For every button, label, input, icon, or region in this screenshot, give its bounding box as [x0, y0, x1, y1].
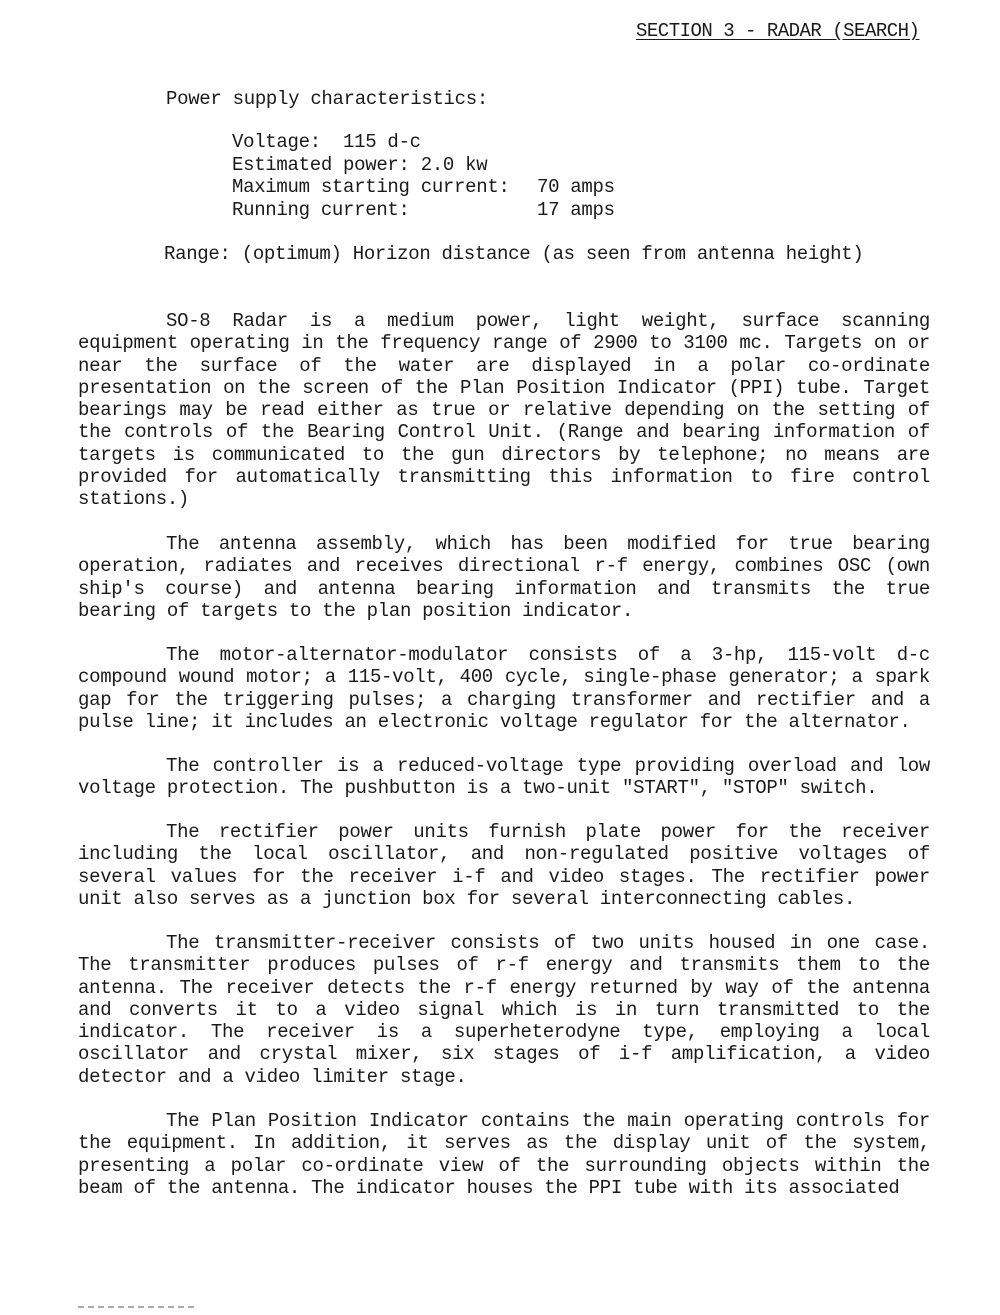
page-edge-mark: [78, 1306, 198, 1308]
running-current-label: Running current:: [232, 199, 410, 221]
paragraph-so8-radar: SO-8 Radar is a medium power, light weight, surface scanning equipment operating in the frequency range of 2900 to 3100 mc. Targets on or near the surface of the water are displayed in a polar co-ordinate presentation on the screen of the Plan Position Indicator (PPI) tube. Target bearings may be read either as true or relative depending on the setting of the controls of the Bearing Control Unit. (Range and bearing information of targets is communicated to the gun directors by telephone; no means are provided for automatically transmitting this information to fire control stations.): [78, 310, 930, 511]
paragraph-transmitter-receiver: The transmitter-receiver consists of two units housed in one case. The transmitter produces pulses of r-f energy and transmits them to the antenna. The receiver detects the r-f energy returned by way of the antenna and converts it to a video signal which is in turn transmitted to the indicator. The receiver is a superheterodyne type, employing a local oscillator and crystal mixer, six stages of i-f amplification, a video detector and a video limiter stage.: [78, 932, 930, 1088]
range-line: Range: (optimum) Horizon distance (as seen from antenna height): [164, 243, 864, 265]
paragraph-motor-alternator: The motor-alternator-modulator consists of a 3-hp, 115-volt d-c compound wound motor; a 115-volt, 400 cycle, single-phase generator; a spark gap for the triggering pulses; a charging transformer and rectifier and a pulse line; it includes an electronic voltage regulator for the alternator.: [78, 644, 930, 733]
paragraph-ppi: The Plan Position Indicator contains the main operating controls for the equipment. In addition, it serves as the display unit of the system, presenting a polar co-ordinate view of the surrounding objects within the beam of the antenna. The indicator houses the PPI tube with its associated: [78, 1110, 930, 1199]
power-supply-title: Power supply characteristics:: [166, 88, 488, 110]
running-current-value: 17 amps: [537, 199, 615, 221]
max-starting-current-value: 70 amps: [537, 176, 615, 198]
paragraph-antenna: The antenna assembly, which has been modified for true bearing operation, radiates and receives directional r-f energy, combines OSC (own ship's course) and antenna bearing information and transmits the true bearing of targets to the plan position indicator.: [78, 533, 930, 622]
section-header: SECTION 3 - RADAR (SEARCH): [636, 20, 920, 42]
paragraph-rectifier: The rectifier power units furnish plate power for the receiver including the local oscillator, and non-regulated positive voltages of several values for the receiver i-f and video stages. The rectifier power unit also serves as a junction box for several interconnecting cables.: [78, 821, 930, 910]
paragraph-controller: The controller is a reduced-voltage type providing overload and low voltage protection. The pushbutton is a two-unit "START", "STOP" switch.: [78, 755, 930, 800]
max-starting-current-label: Maximum starting current:: [232, 176, 510, 198]
voltage-line: Voltage: 115 d-c: [232, 131, 421, 153]
estimated-power-line: Estimated power: 2.0 kw: [232, 154, 488, 176]
